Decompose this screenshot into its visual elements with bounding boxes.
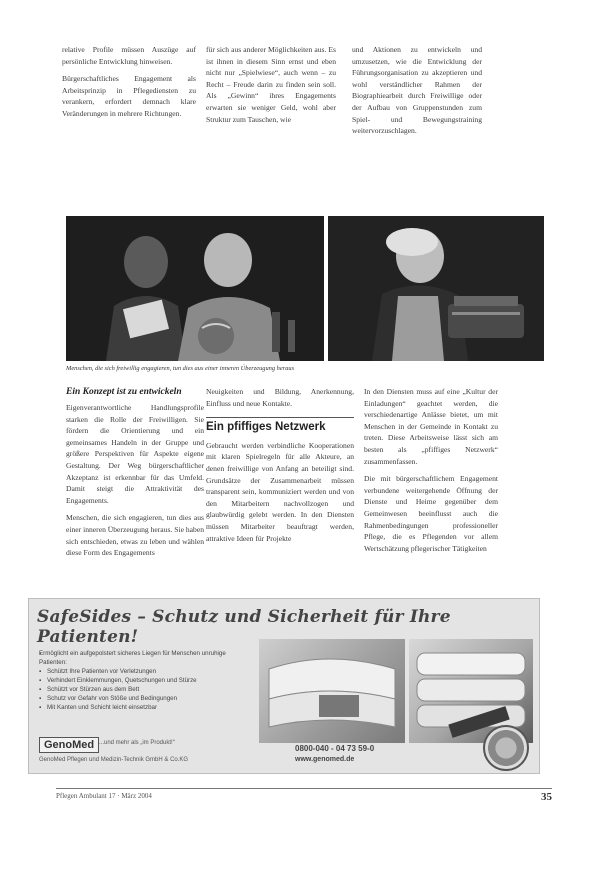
paragraph: Die mit bürgerschaftlichem Engagement verbundene weitergehende Öffnung der Dienste und Heime gegenüber dem Gemeinwesen beeinflusst auch die Rahmenbedingungen professioneller Pflege, die es Pflegenden vor allem Wertschätzung pflegerischer Tätigkeiten — [364, 474, 498, 553]
page-footer — [56, 788, 552, 803]
section-heading: Ein pfiffiges Netzwerk — [206, 417, 354, 434]
paragraph: relative Profile müssen Auszüge auf persönliche Entwicklung hinweisen. — [62, 45, 196, 66]
ad-website-link[interactable]: www.genomed.de — [295, 756, 355, 763]
ad-company-name: GenoMed Pflegen und Medizin-Technik GmbH & Co.KG — [39, 757, 189, 763]
paragraph: für sich aus anderer Möglichkeiten aus. Es ist ihnen in diesem Sinn ernst und eben nicht nur „Spielwiese“, auch wenn – zu Recht – Freude darin zu finden sein soll. Als „Gewinn“ ihres Engagements erwarten sie weniger Geld, wohl aber Struktur zum Tauschen, wie — [206, 45, 336, 124]
paragraph: In den Diensten muss auf eine „Kultur der Einladungen“ geachtet werden, die verschiedenartige Anlässe bietet, um mit Menschen in der Gemeinde in Kontakt zu treten. Diese Arbeitsweise lässt sich am besten als „pfiffiges Netzwerk“ zusammenfassen. — [364, 387, 498, 466]
paragraph: Gebraucht werden verbindliche Kooperationen mit klaren Spielregeln für alle Akteure, an denen freiwillige von Anfang an beteiligt sind. Grundsätze der Zusammenarbeit müssen transparent sein, kommuniziert werden und von den Mitarbeitern nachvollzogen und glaubwürdig gelebt werden. In den Diensten müssen Mitarbeiter beauftragt werden, attraktive Ideen für Projekte — [206, 440, 354, 543]
photo-women-reading-image — [66, 216, 324, 361]
ad-feature-list — [39, 649, 239, 712]
bed-padding-icon — [259, 639, 405, 743]
ad-intro: ▪ Ermöglicht ein aufgepolstert sicheres Liegen für Menschen unruhige Patienten: — [39, 649, 239, 667]
paragraph: Neuigkeiten und Bildung, Anerkennung, Einfluss und neue Kontakte. — [206, 387, 354, 408]
photo-woman-typewriter-image — [328, 216, 544, 361]
ad-headline: SafeSides – Schutz und Sicherheit für Ihre Patienten! — [37, 607, 451, 647]
ad-feature-item: ▪ Mit Kanten und Schicht leicht einsetzbar — [39, 703, 239, 712]
text-column-lower-2 — [206, 386, 354, 550]
text-column-top-1 — [62, 44, 196, 126]
advertisement-safesides[interactable] — [28, 598, 540, 774]
ad-slogan: ...und mehr als „im Produkt!“ — [99, 740, 175, 746]
ad-product-photo-bed — [259, 639, 405, 743]
text-column-lower-3 — [364, 386, 498, 560]
ad-feature-item: ▪ Schützt vor Stürzen aus dem Bett — [39, 685, 239, 694]
page-number: 35 — [541, 791, 552, 803]
paragraph: Menschen, die sich engagieren, tun dies aus einer inneren Überzeugung heraus. Sie haben sich entschieden, etwas zu leben und wählen diese Form des Engagements — [66, 513, 204, 558]
ad-feature-item: ▪ Schutz vor Gefahr von Stöße und Bedingungen — [39, 694, 239, 703]
photo-caption: Menschen, die sich freiwillig engagieren, tun dies aus einer inneren Überzeugung heraus — [66, 365, 295, 372]
genomed-logo: GenoMed — [39, 737, 99, 753]
text-column-top-3 — [352, 44, 482, 143]
ad-feature-item: ▪ Schützt Ihre Patienten vor Verletzungen — [39, 667, 239, 676]
photo-women-reading — [66, 216, 324, 361]
ad-feature-item: ▪ Verhindert Einklemmungen, Quetschungen und Stürze — [39, 676, 239, 685]
photo-woman-typewriter — [328, 216, 544, 361]
quality-seal-icon — [483, 725, 529, 771]
section-subheading: Ein Konzept ist zu entwickeln — [66, 387, 182, 397]
text-column-top-2 — [206, 44, 336, 131]
paragraph: und Aktionen zu entwickeln und umzusetzen, wie die Entwicklung der Führungsorganisation zu akzeptieren und wohl verständlicher Rahmen der Biographiearbeit durch Freiwillige oder der Aufbau von Gruppenstunden zum Spiel- und Bewegungstraining weitervorzuschlagen. — [352, 45, 482, 136]
text-column-lower-1 — [66, 386, 204, 565]
ad-phone-number: 0800-040 - 04 73 59-0 — [295, 744, 375, 753]
footer-publication: Pflegen Ambulant 17 · März 2004 — [56, 792, 152, 800]
paragraph: Bürgerschaftliches Engagement als Arbeitsprinzip in Pflegediensten zu verankern, erfordert demnach klare Veränderungen in mehrere Richtungen. — [62, 74, 196, 118]
paragraph: Eigenverantwortliche Handlungsprofile starken die Rolle der Freiwilligen. Sie fördern die Orientierung und ein gemeinsames Handeln in der Gruppe und größere Perspektiven für Aspekte eigene Gestaltung. Der Weg bürgerschaftlicher Akzeptanz ist erkennbar für das Umfeld. Damit steigt die Attraktivität des Engagements. — [66, 403, 204, 505]
